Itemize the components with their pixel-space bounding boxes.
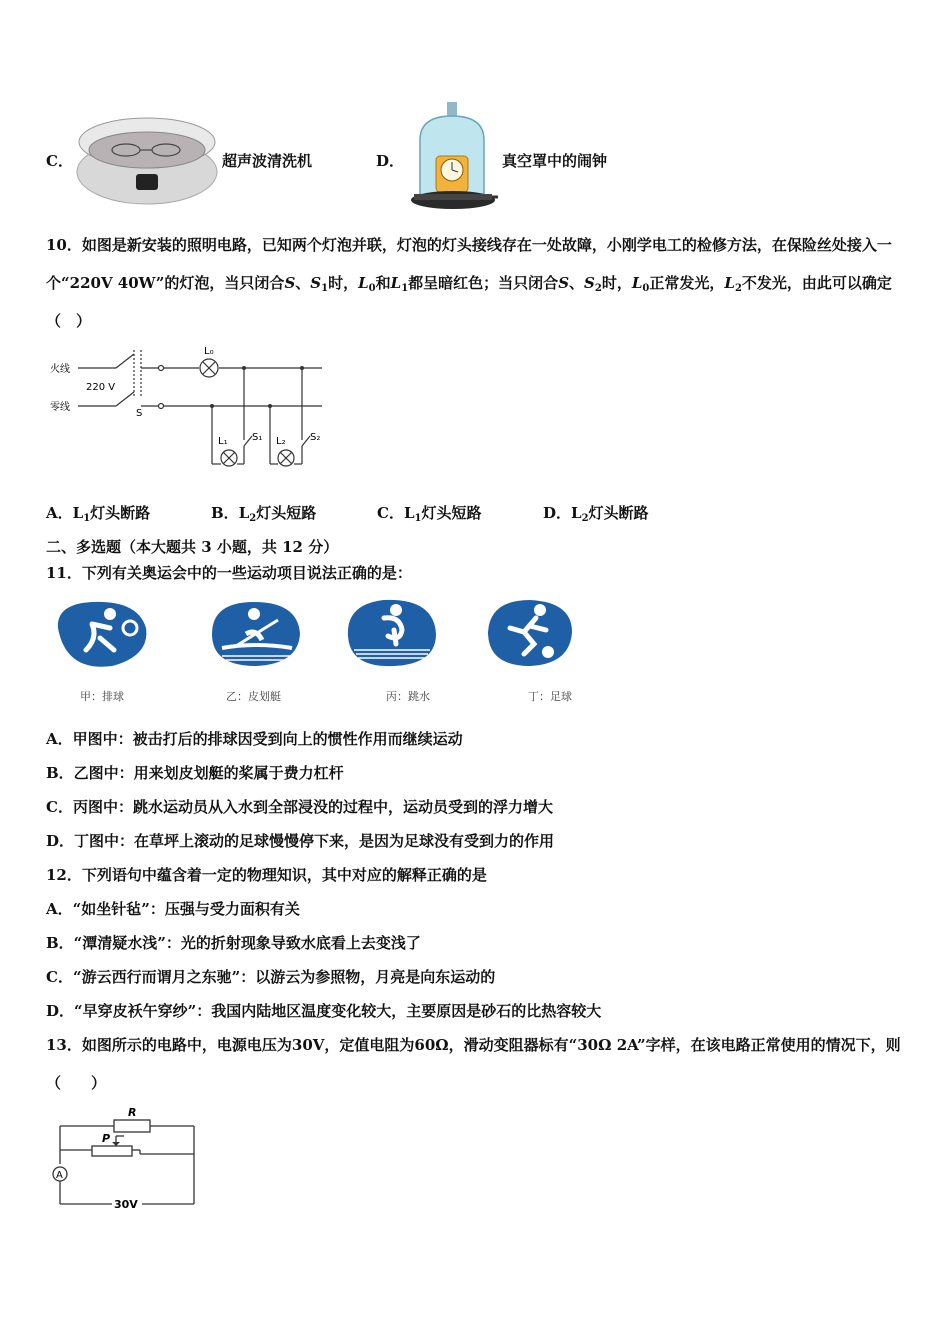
q11-option-a: A．甲图中：被击打后的排球因受到向上的惯性作用而继续运动 [46, 730, 463, 748]
bell-jar-alarm-clock-image [408, 100, 498, 212]
q10-option-b [211, 503, 316, 523]
q10-option-b-text: 灯头短路 [256, 504, 317, 522]
q10-option-c-label: C． [377, 504, 404, 522]
q10-switch-label: S [136, 408, 143, 419]
q10-l2-label: L₂ [276, 436, 286, 447]
q13-slider-label: P [102, 1132, 111, 1145]
q10-option-a-sub: 1 [83, 513, 91, 524]
q10-option-c [377, 503, 481, 523]
q10-option-d-text: 灯头断路 [588, 504, 649, 522]
q10-l2: L [724, 274, 735, 292]
q13-voltage-label: 30V [114, 1198, 138, 1211]
q10-option-a [46, 503, 150, 523]
q10-option-d-label: D． [543, 504, 572, 522]
q10-option-c-symbol: L [403, 504, 415, 522]
q10-s-second: S [558, 274, 570, 292]
q12-option-d: D．“早穿皮袄午穿纱”：我国内陆地区温度变化较大，主要原因是砂石的比热容较大 [46, 1002, 602, 1020]
q13-resistor-label: R [128, 1106, 137, 1119]
q10-option-a-symbol: L [72, 504, 84, 522]
q12-option-a: A．“如坐针毡”：压强与受力面积有关 [46, 900, 300, 918]
q10-l1-sub: 1 [401, 283, 409, 294]
q10-option-d-sub: 2 [581, 513, 589, 524]
q10-option-d-symbol: L [571, 504, 582, 522]
q10-s: S [284, 274, 296, 292]
q10-live-wire-label: 火线 [50, 364, 70, 375]
q10-stem-part2: 都呈暗红色；当只闭合 [408, 274, 559, 292]
diving-emblem [344, 596, 440, 670]
q13-stem: 13．如图所示的电路中，电源电压为30V，定值电阻为60Ω，滑动变阻器标有“30Ω 2A”字样，在该电路正常使用的情况下，则（ ） [46, 1036, 901, 1092]
q10-s1: S [310, 274, 322, 292]
emblem-caption-canoe: 乙：皮划艇 [226, 690, 281, 703]
q10-stem-part4: 不发光，由此可以确定（ ） [46, 274, 892, 330]
football-emblem [484, 596, 576, 670]
q9-option-c [46, 150, 73, 171]
emblem-caption-diving: 丙：跳水 [386, 690, 430, 703]
q10-l0-second-sub: 0 [642, 283, 650, 294]
q9-option-d-label: D． [376, 152, 405, 170]
q9-option-d [376, 150, 404, 171]
q10-and1: 和 [375, 274, 391, 292]
q10-l2-sub: 2 [734, 283, 742, 294]
q10-s2-label: S₂ [310, 432, 321, 443]
q10-stem-part3: 正常发光， [649, 274, 725, 292]
q10-l0: L [358, 274, 369, 292]
q10-option-b-symbol: L [238, 504, 250, 522]
q10-s2: S [584, 274, 595, 292]
q10-l0-label: L₀ [204, 346, 214, 357]
q12-option-c: C．“游云西行而谓月之东驰”：以游云为参照物，月亮是向东运动的 [46, 968, 496, 986]
emblem-caption-volleyball: 甲：排球 [80, 690, 124, 703]
q10-circuit-diagram [46, 340, 336, 476]
q11-option-d: D．丁图中：在草坪上滚动的足球慢慢停下来，是因为足球没有受到力的作用 [46, 832, 555, 850]
q12-option-b: B．“潭清疑水浅”：光的折射现象导致水底看上去变浅了 [46, 934, 421, 952]
q11-option-c: C．丙图中：跳水运动员从入水到全部浸没的过程中，运动员受到的浮力增大 [46, 798, 553, 816]
ultrasonic-cleaner-image [74, 112, 220, 206]
q9-option-c-label: C． [46, 152, 73, 170]
q13-circuit-diagram [46, 1102, 206, 1212]
q10-sep2: 、 [569, 274, 585, 292]
q10-voltage-label: 220 V [86, 382, 116, 393]
q13-ammeter-label: A [56, 1170, 63, 1181]
q10-l0-second: L [631, 274, 643, 292]
q10-option-c-text: 灯头短路 [421, 504, 482, 522]
q10-option-a-label: A． [46, 504, 73, 522]
q9-option-d-text: 真空罩中的闹钟 [502, 152, 608, 170]
q10-option-b-label: B． [211, 504, 239, 522]
q10-option-c-sub: 1 [414, 513, 422, 524]
q10-when2: 时， [601, 274, 632, 292]
q10-s1-sub: 1 [321, 283, 329, 294]
q10-option-d [543, 503, 649, 523]
q10-option-b-sub: 2 [249, 513, 257, 524]
q10-option-a-text: 灯头断路 [90, 504, 151, 522]
section-heading: 二、多选题（本大题共 3 小题，共 12 分） [46, 538, 339, 556]
q10-stem-part1: 10．如图是新安装的照明电路，已知两个灯泡并联，灯泡的灯头接线存在一处故障，小刚学电工的检修方法，在保险丝处接入一个“220V 40W”的灯泡，当只闭合 [46, 236, 892, 292]
emblem-caption-football: 丁：足球 [528, 690, 572, 703]
q10-when1: 时， [328, 274, 359, 292]
volleyball-emblem [52, 598, 150, 670]
q9-option-c-text: 超声波清洗机 [222, 152, 313, 170]
q10-s1-label: S₁ [252, 432, 263, 443]
q10-neutral-wire-label: 零线 [50, 402, 70, 413]
q10-l1-label: L₁ [218, 436, 228, 447]
q10-sep1: 、 [295, 274, 311, 292]
canoe-emblem [206, 598, 306, 670]
q12-stem: 12．下列语句中蕴含着一定的物理知识，其中对应的解释正确的是 [46, 866, 487, 884]
q10-s2-sub: 2 [594, 283, 602, 294]
q11-stem: 11．下列有关奥运会中的一些运动项目说法正确的是： [46, 564, 412, 582]
q10-l1: L [390, 274, 402, 292]
q10-l0-sub: 0 [368, 283, 376, 294]
q11-option-b: B．乙图中：用来划皮划艇的桨属于费力杠杆 [46, 764, 344, 782]
q10-stem [46, 226, 908, 340]
